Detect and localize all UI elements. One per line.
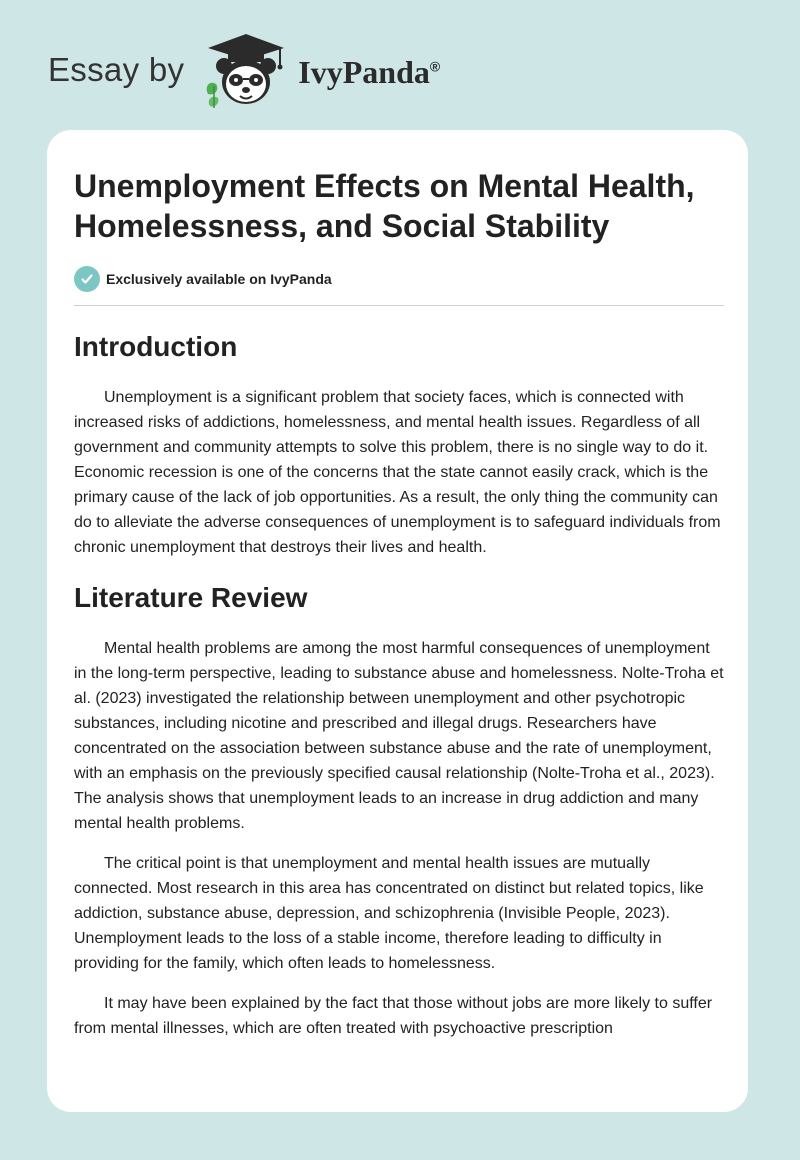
- literature-paragraph-3: It may have been explained by the fact that those without jobs are more likely to suffer from mental illnesses, which are often treated with psychoactive prescription: [74, 995, 713, 1037]
- section-heading-literature-review: Literature Review: [74, 582, 308, 613]
- site-header: [48, 30, 440, 110]
- panda-graduate-logo-icon[interactable]: [200, 30, 292, 110]
- introduction-paragraph: Unemployment is a significant problem that society faces, which is connected with increased risks of addictions, homelessness, and mental health issues. Regardless of all government and community attempts to solve this problem, there is no single way to do it. Economic recession is one of the concerns that the state cannot easily crack, which is the primary cause of the lack of job opportunities. As a result, the only thing the community can do to alleviate the adverse consequences of unemployment is to safeguard individuals from chronic unemployment that destroys their lives and health.: [74, 389, 721, 556]
- essay-by-label: Essay by: [48, 51, 185, 88]
- brand-name[interactable]: IvyPanda®: [298, 53, 441, 90]
- literature-paragraph-1: Mental health problems are among the most harmful consequences of unemployment in the long-term perspective, leading to substance abuse and homelessness. Nolte-Troha et al. (2023) investigated the relationship between unemployment and other psychotropic substances, including nicotine and prescribed and illegal drugs. Researchers have concentrated on the association between substance abuse and the rate of unemployment, with an emphasis on the previously specified causal relationship (Nolte-Troha et al., 2023). The analysis shows that unemployment leads to an increase in drug addiction and many mental health problems.: [74, 640, 724, 832]
- registered-mark: ®: [429, 57, 441, 74]
- title-divider: [74, 305, 724, 306]
- exclusive-badge-row: [74, 265, 724, 293]
- essay-title: Unemployment Effects on Mental Health, Homelessness, and Social Stability: [74, 168, 695, 244]
- section-heading-introduction: Introduction: [74, 331, 238, 362]
- literature-paragraph-2: The critical point is that unemployment and mental health issues are mutually connected. Most research in this area has concentrated on distinct but related topics, like addiction, substance abuse, depression, and schizophrenia (Invisible People, 2023). Unemployment leads to the loss of a stable income, therefore leading to difficulty in providing for the family, which often leads to homelessness.: [74, 855, 704, 972]
- essay-card: [47, 130, 748, 1112]
- check-circle-icon: [74, 266, 100, 292]
- exclusive-label: Exclusively available on IvyPanda: [106, 271, 332, 287]
